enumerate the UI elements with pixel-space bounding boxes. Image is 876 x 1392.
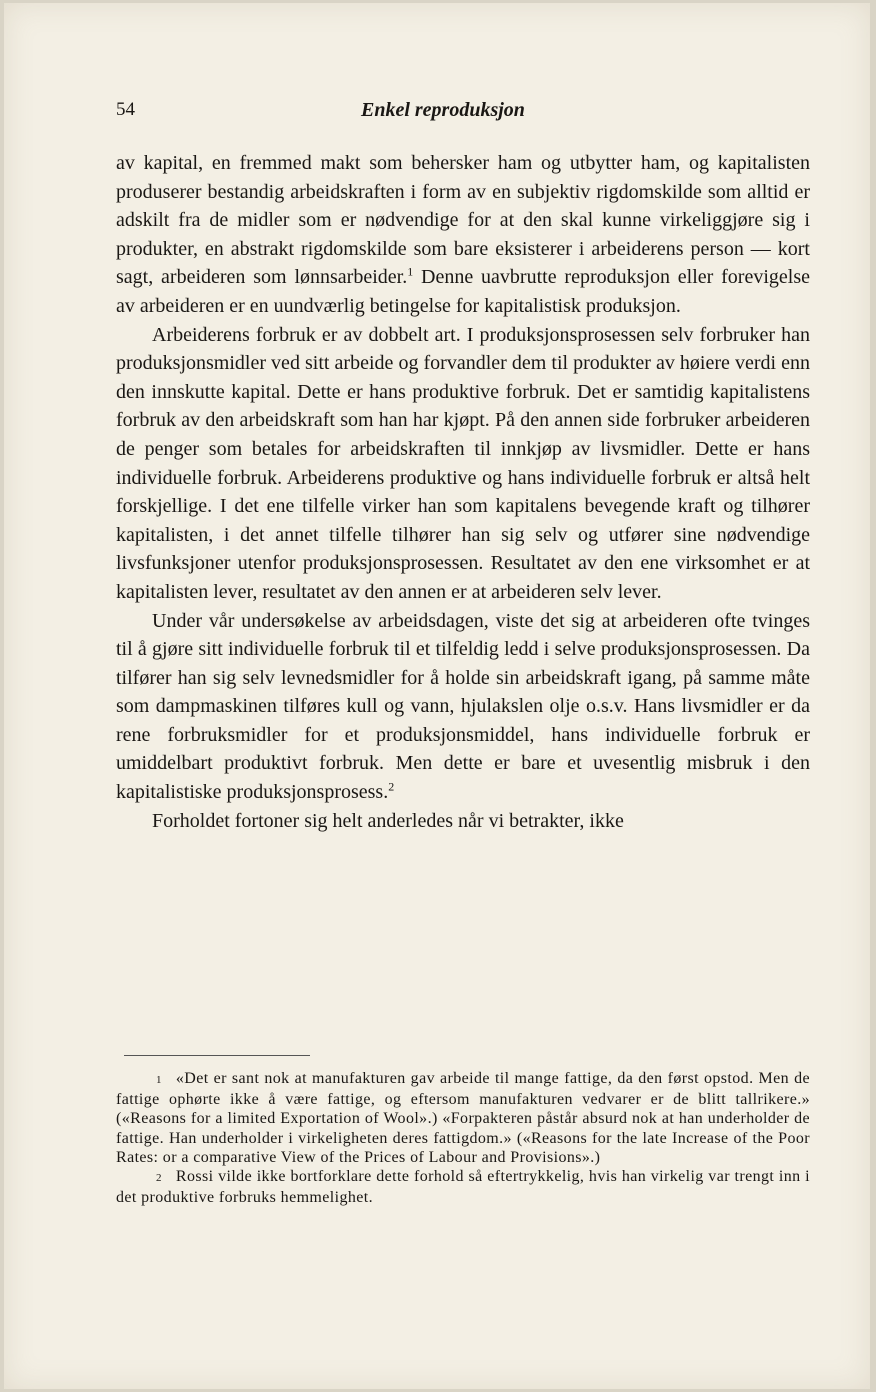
paragraph-3-text: Under vår undersøkelse av arbeidsdagen, viste det sig at arbeideren ofte tvinges til å gjøre sitt individuelle forbruk til et tilfeldig ledd i selve produksjonsprosessen. Da tilfører han sig selv levnedsmidler for å holde sin arbeidskraft igang, på samme måte som dampmaskinen tilføres kull og vann, hjulakslen olje o.s.v. Hans livsmidler er da rene forbruksmidler for et produksjonsmiddel, hans individuelle forbruk er umiddelbart produktivt forbruk. Men dette er bare et uvesentlig misbruk i den kapitalistiske produksjonsprosess. (116, 609, 810, 804)
footnote-1-text: «Det er sant nok at manufakturen gav arbeide til mange fattige, da den først opstod. Men de fattige ophørte ikke å være fattige, og eftersom manufakturen vedvarer er de blitt tallrikere.» («Reasons for a limited Exportation of Wool».) «Forpakteren påstår absurd nok at han underholder de fattige. Han underholder i virkeligheten deres fattigdom.» («Reasons for the late Increase of the Poor Rates: or a comparative View of the Prices of Labour and Provisions».) (116, 1070, 810, 1166)
paragraph-1-part-b: Denne uavbrutte reproduksjon eller forevigelse av arbeideren er en uundværlig betingelse for kapitalistisk produksjon. (116, 266, 810, 317)
footnote-2-mark: 2 (156, 1172, 162, 1185)
footnote-2-text: Rossi vilde ikke bortforklare dette forhold så eftertrykkelig, hvis han virkelig var trengt inn i det produktive forbruks hemmelighet. (116, 1168, 810, 1207)
footnote-1 (116, 1069, 810, 1167)
paragraph-3 (116, 607, 810, 807)
paragraph-2: Arbeiderens forbruk er av dobbelt art. I produksjonsprosessen selv forbruker han produksjonsmidler ved sitt arbeide og forvandler dem til produkter av høiere verdi enn den innskutte kapital. Dette er hans produktive forbruk. Det er samtidig kapitalistens forbruk av den arbeidskraft som han har kjøpt. På den annen side forbruker arbeideren de penger som betales for arbeidskraften til innkjøp av livsmidler. Dette er hans individuelle forbruk. Arbeiderens produktive og hans individuelle forbruk er altså helt forskjellige. I det ene tilfelle virker han som kapitalens bevegende kraft og tilhører kapitalisten, i det annet tilfelle tilhører han sig selv og utfører sine nødvendige livsfunksjoner utenfor produksjonsprosessen. Resultatet av den ene virksomhet er at kapitalisten lever, resultatet av den annen er at arbeideren selv lever. (116, 323, 810, 603)
footnote-2 (116, 1167, 810, 1207)
running-head: Enkel reproduksjon (361, 99, 525, 121)
book-page (4, 3, 870, 1389)
paragraph-1-part-a: av kapital, en fremmed makt som behersker ham og utbytter ham, og kapitalisten produserer bestandig arbeidskraften i form av en subjektiv rigdomskilde som alltid er adskilt fra de midler som er nødvendige for at den skal kunne virkeliggjøre sig i produkter, en abstrakt rigdomskilde som bare eksisterer i arbeiderens person — kort sagt, arbeideren som lønnsarbeider. (116, 152, 810, 289)
paragraph-1 (116, 149, 810, 321)
body-text (116, 149, 810, 835)
footnote-ref-2: 2 (388, 779, 395, 794)
footnote-divider (124, 1055, 310, 1056)
footnote-ref-1: 1 (407, 264, 414, 279)
footnote-1-mark: 1 (156, 1074, 162, 1086)
page-number: 54 (116, 99, 135, 120)
paragraph-4: Forholdet fortoner sig helt anderledes når vi betrakter, ikke (152, 809, 624, 832)
footnotes (116, 1069, 810, 1207)
page-header (116, 99, 810, 129)
